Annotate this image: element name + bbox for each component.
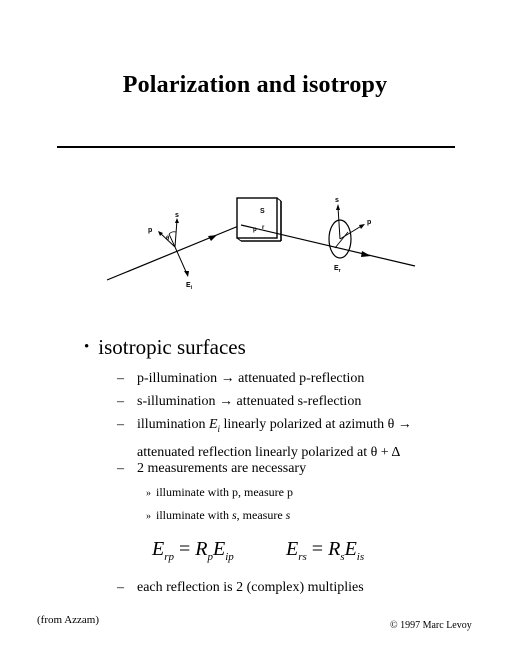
incident-arrowhead	[208, 235, 217, 241]
formula-p-reflection: $E_{rp} = R_pE_{ip}$	[152, 538, 234, 563]
list-item: – s-illumination → attenuated s-reflection	[117, 394, 362, 409]
list-item: – each reflection is 2 (complex) multiplies	[117, 580, 364, 595]
incident-ray	[107, 225, 241, 280]
item-multiplies: each reflection is 2 (complex) multiplies	[137, 580, 364, 595]
list-item: – illumination $E_i$ linearly polarized at azimuth θ → attenuated reflection linearly polarized at θ + Δ	[117, 417, 412, 460]
item-s-illumination: s-illumination → attenuated s-reflection	[137, 394, 362, 409]
label-theta: θ	[166, 236, 170, 242]
label-sample-p: p	[253, 227, 257, 233]
bullet-isotropic-surfaces: • isotropic surfaces	[84, 335, 246, 359]
reflected-ray	[241, 225, 415, 266]
reflected-arrowhead	[361, 251, 371, 257]
label-p-incident: p	[148, 227, 153, 234]
item-illumination: illumination	[137, 417, 206, 432]
item-illumination-line2: attenuated reflection linearly polarized at θ + Δ	[137, 444, 401, 460]
polarization-diagram	[105, 192, 425, 302]
source-note: (from Azzam)	[37, 614, 99, 626]
item-measurements: 2 measurements are necessary	[137, 461, 307, 476]
page-title: Polarization and isotropy	[122, 72, 388, 98]
formula-s-reflection: $E_{rs} = R_sE_{is}$	[286, 538, 365, 563]
label-s-reflected: s	[335, 197, 339, 204]
label-e-incident: $E_i$	[186, 282, 193, 291]
sub-list-item: » illuminate with s, measure s	[146, 508, 291, 522]
bullet-dot: •	[84, 339, 90, 355]
copyright: © 1997 Marc Levoy	[390, 620, 472, 631]
label-s-incident: s	[175, 212, 179, 219]
label-sample-s: S	[260, 208, 265, 215]
list-item: – p-illumination → attenuated p-reflection	[117, 371, 365, 386]
label-e-reflected: $E_r$	[334, 265, 341, 274]
sub-list-item: » illuminate with p, measure p	[146, 485, 293, 499]
item-p-illumination: p-illumination → attenuated p-reflection	[137, 371, 365, 386]
label-sample-r: r	[262, 225, 265, 231]
label-p-reflected: p	[367, 219, 372, 226]
title-rule	[57, 146, 455, 148]
list-item: – 2 measurements are necessary	[117, 461, 307, 476]
